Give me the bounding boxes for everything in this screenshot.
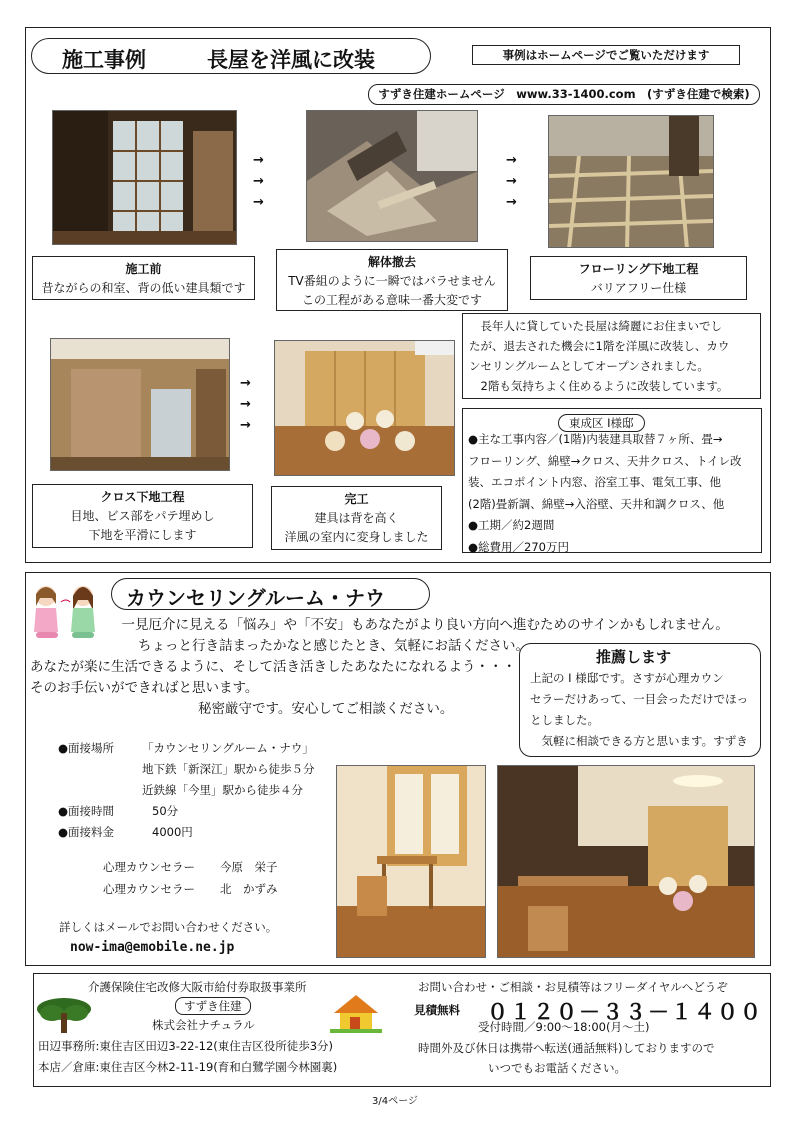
- photo-flooring-base: [548, 115, 714, 248]
- page-number: 3/4ページ: [372, 1096, 418, 1107]
- inquiry-text: お問い合わせ・ご相談・お見積等はフリーダイヤルへどうぞ: [418, 980, 728, 994]
- counseling-intro-5: 秘密厳守です。安心してご相談ください。: [198, 701, 454, 717]
- homepage-url[interactable]: すずき住建ホームページ www.33-1400.com (すずき住建で検索): [368, 84, 760, 105]
- recommend-title: 推薦します: [596, 648, 672, 666]
- info-row: ●面接時間 50分: [58, 804, 179, 818]
- info-row: ●面接場所 「カウンセリングルーム・ナウ」: [58, 741, 314, 755]
- business-hours: 受付時間／9:00～18:00(月～土): [478, 1020, 650, 1034]
- free-estimate-label: 見積無料: [414, 1003, 460, 1017]
- case-label: 施工事例: [62, 48, 146, 72]
- house-logo: [328, 993, 384, 1033]
- photo-counseling-room-2: [497, 765, 755, 958]
- info-row: 近鉄線「今里」駅から徒歩４分: [142, 783, 303, 797]
- counseling-title-pill: [111, 578, 430, 610]
- client-label: 東成区 I様邸: [558, 414, 645, 432]
- details-box: 東成区 I様邸 ●主な工事内容／(1階)内装建具取替７ヶ所、畳→ フローリング、綿壁→クロス、天井クロス、トイレ改 装、エコポイント内窓、浴室工事、電気工事、他 (2階)畳新調、綿壁→入浴壁、天井和調クロス、他 ●工期／約2週間 ●総費用／270万円: [462, 408, 762, 553]
- counseling-intro-3: あなたが楽に生活できるように、そして活き活きしたあなたになれるよう・・・: [30, 659, 516, 675]
- arrows-1: → → →: [253, 153, 264, 210]
- homepage-note: 事例はホームページでご覧いただけます: [472, 45, 740, 65]
- counseling-intro-2: ちょっと行き詰まったかなと感じたとき、気軽にお話ください。: [138, 638, 529, 654]
- counseling-intro-1: 一見厄介に見える「悩み」や「不安」もあなたがより良い方向へ進むためのサインかもしれません。: [108, 617, 729, 633]
- footer-tagline: 介護保険住宅改修大阪市給付券取扱事業所: [88, 980, 307, 994]
- photo-demolition: [306, 110, 478, 242]
- arrows-3: → → →: [240, 376, 251, 433]
- office-2: 本店／倉庫:東住吉区今林2-11-19(育和白鷺学園今林園裏): [38, 1060, 338, 1074]
- photo-completed: [274, 340, 455, 476]
- story-box: 長年人に貸していた長屋は綺麗にお住まいでし たが、退去された機会に1階を洋風に改装し、カウ ンセリングルームとしてオープンされました。 2階も気持ちよく住めるように改装しています。: [462, 313, 761, 399]
- photo-counseling-room-1: [336, 765, 486, 958]
- case-title: 長屋を洋風に改装: [207, 48, 375, 72]
- after-hours-2: いつでもお電話ください。: [488, 1061, 626, 1075]
- tree-logo: [34, 995, 94, 1035]
- office-1: 田辺事務所:東住吉区田辺3-22-12(東住吉区役所徒歩3分): [38, 1039, 334, 1053]
- counseling-title: カウンセリングルーム・ナウ: [126, 586, 385, 610]
- photo-before: [52, 110, 237, 245]
- counseling-intro-4: そのお手伝いができればと思います。: [30, 680, 259, 696]
- caption-before: 施工前 昔ながらの和室、背の低い建具類です: [32, 256, 255, 300]
- counseling-illustration: [28, 580, 103, 650]
- caption-flooring-base: フローリング下地工程 バリアフリー仕様: [530, 256, 747, 300]
- counseling-email[interactable]: now-ima@emobile.ne.jp: [70, 940, 235, 955]
- caption-demolition: 解体撤去 TV番組のように一瞬ではバラせません この工程がある意味一番大変です: [276, 249, 508, 311]
- info-row: ●面接料金 4000円: [58, 825, 193, 839]
- caption-completed: 完工 建具は背を高く 洋風の室内に変身しました: [271, 486, 442, 550]
- counseling-info: [58, 738, 315, 843]
- caption-cloth-base: クロス下地工程 目地、ビス部をパテ埋めし 下地を平滑にします: [32, 484, 253, 548]
- phone-number[interactable]: ０１２０－３３－１４００: [487, 1000, 763, 1024]
- brand-badge: すずき住建: [175, 997, 251, 1015]
- photo-cloth-base: [50, 338, 230, 471]
- recommend-box: 推薦します 上記の I 様邸です。さすが心理カウン セラーだけあって、一目会っただけでほっ としました。 気軽に相談できる方と思います。すずき: [519, 643, 761, 757]
- arrows-2: → → →: [506, 153, 517, 210]
- counselors: [103, 856, 278, 900]
- case-title-pill: [31, 38, 431, 74]
- after-hours-1: 時間外及び休日は携帯へ転送(通話無料)しておりますので: [418, 1041, 715, 1055]
- info-row: 地下鉄「新深江」駅から徒歩５分: [142, 762, 315, 776]
- contact-note: 詳しくはメールでお問い合わせください。: [59, 920, 278, 934]
- counselor-row: 心理カウンセラー 今原 栄子: [103, 860, 278, 874]
- company-name: 株式会社ナチュラル: [152, 1018, 255, 1032]
- counselor-row: 心理カウンセラー 北 かずみ: [103, 882, 278, 896]
